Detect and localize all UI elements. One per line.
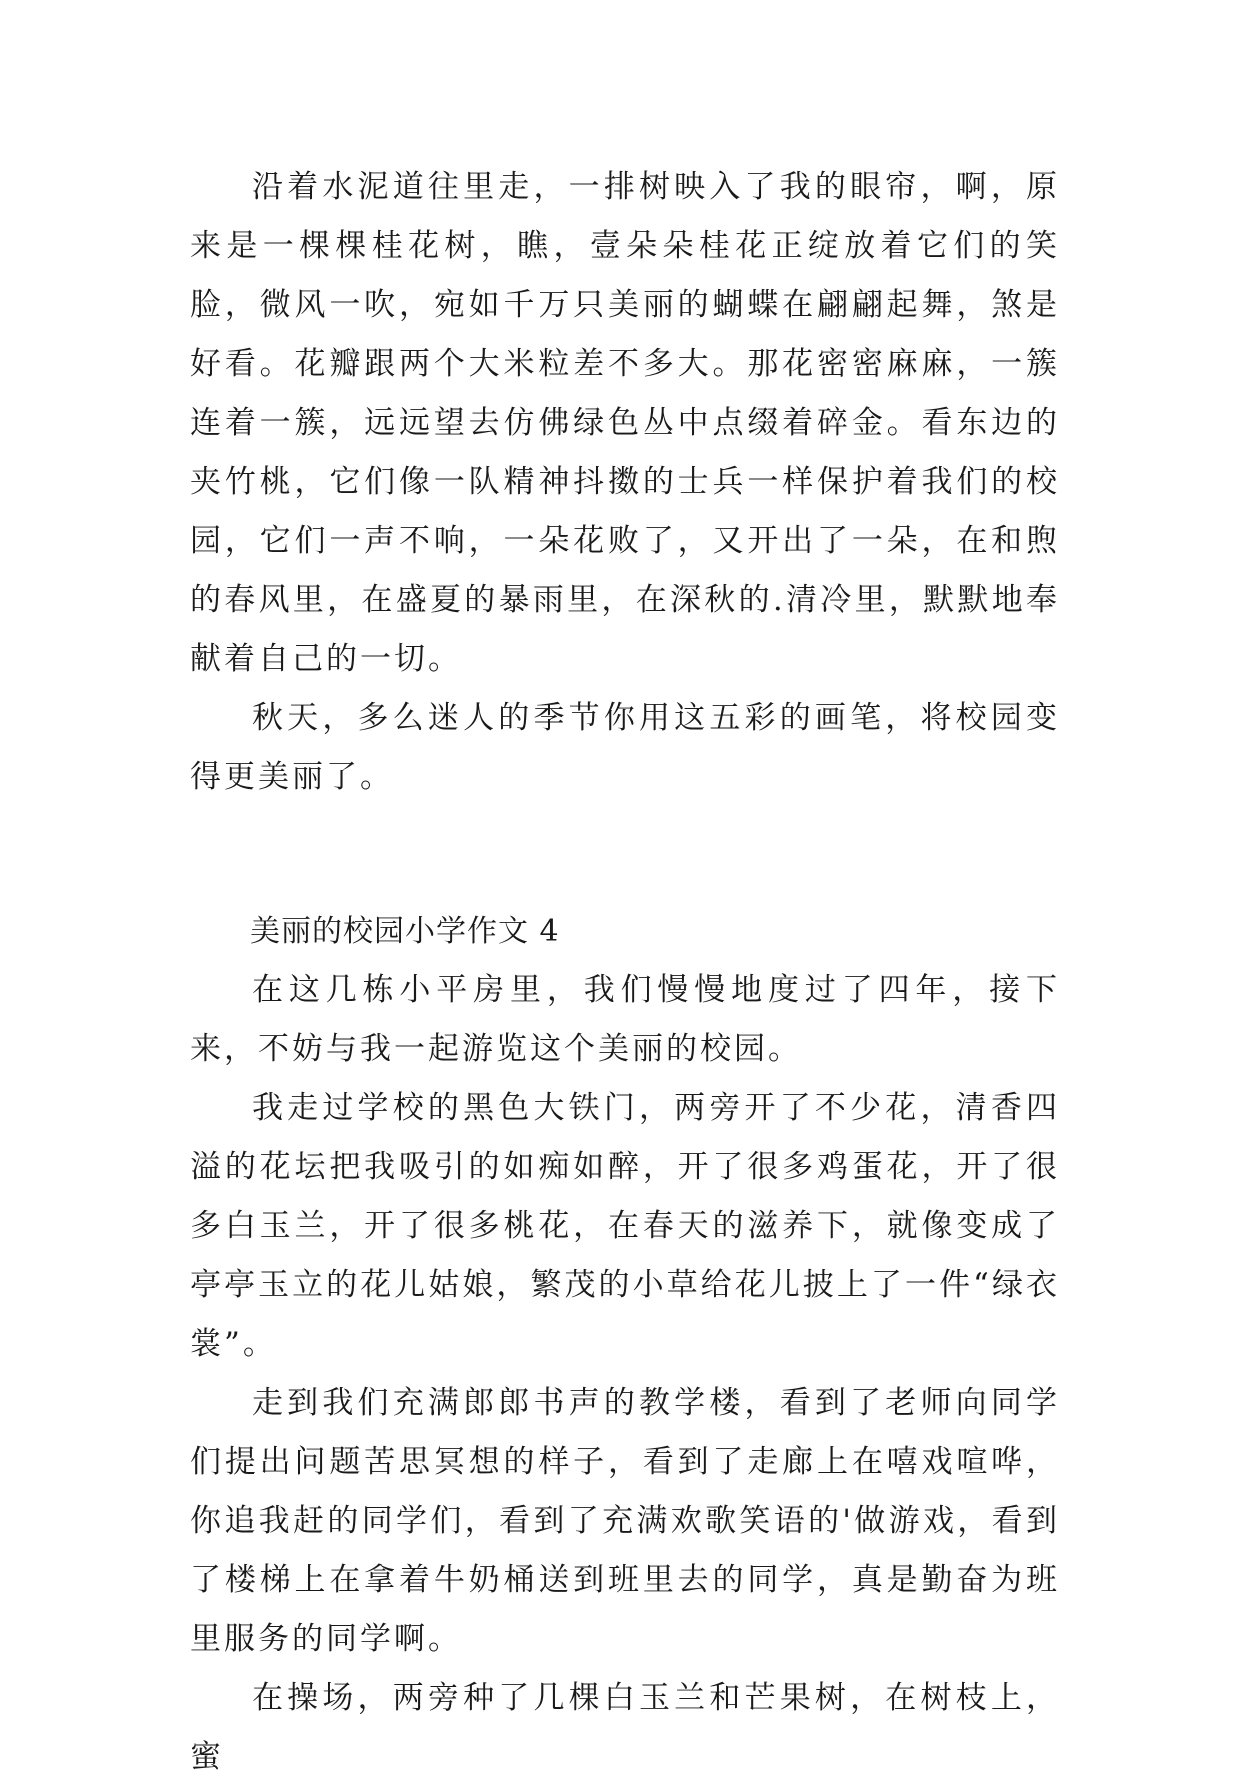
- paragraph: 走到我们充满郎郎书声的教学楼，看到了老师向同学们提出问题苦思冥想的样子，看到了走廊上在嘻戏喧哗，你追我赶的同学们，看到了充满欢歌笑语的'做游戏，看到了楼梯上在拿着牛奶桶送到班里去的同学，真是勤奋为班里服务的同学啊。: [190, 1385, 1060, 1657]
- paragraph: 沿着水泥道往里走，一排树映入了我的眼帘，啊，原来是一棵棵桂花树，瞧，壹朵朵桂花正绽放着它们的笑脸，微风一吹，宛如千万只美丽的蝴蝶在翩翩起舞，煞是好看。花瓣跟两个大米粒差不多大。那花密密麻麻，一簇连着一簇，远远望去仿佛绿色丛中点缀着碎金。看东边的夹竹桃，它们像一队精神抖擞的士兵一样保护着我们的校园，它们一声不响，一朵花败了，又开出了一朵，在和煦的春风里，在盛夏的暴雨里，在深秋的.清冷里，默默地奉献着自己的一切。: [190, 169, 1060, 677]
- paragraph: 在操场，两旁种了几棵白玉兰和芒果树，在树枝上，蜜: [190, 1680, 1060, 1775]
- document-body: [190, 158, 1060, 1787]
- paragraph: 我走过学校的黑色大铁门，两旁开了不少花，清香四溢的花坛把我吸引的如痴如醉，开了很多鸡蛋花，开了很多白玉兰，开了很多桃花，在春天的滋养下，就像变成了亭亭玉立的花儿姑娘，繁茂的小草给花儿披上了一件“绿衣裳”。: [190, 1090, 1060, 1362]
- essay-heading: 美丽的校园小学作文 4: [250, 914, 560, 949]
- paragraph: 在这几栋小平房里，我们慢慢地度过了四年，接下来，不妨与我一起游览这个美丽的校园。: [190, 972, 1060, 1067]
- paragraph: 秋天，多么迷人的季节你用这五彩的画笔，将校园变得更美丽了。: [190, 700, 1060, 795]
